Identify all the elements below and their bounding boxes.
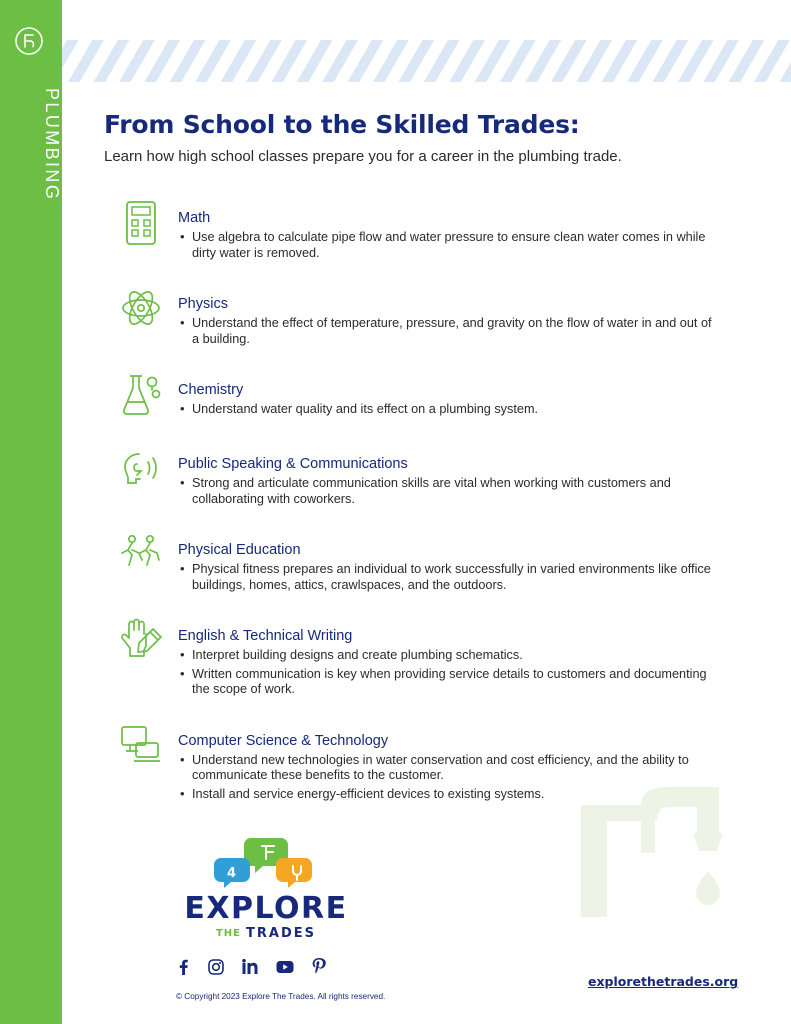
logo-the: THE	[215, 928, 242, 939]
speaking-head-icon	[104, 442, 178, 492]
subject-bullets	[178, 316, 724, 347]
subject-bullets	[178, 230, 724, 261]
subject-bullets	[178, 562, 724, 593]
bullet: • Written communication is key when providing service details to customers and documenting the scope of work.	[178, 667, 718, 698]
instagram-icon[interactable]	[208, 959, 224, 975]
copyright-text: © Copyright 2023 Explore The Trades. All rights reserved.	[176, 992, 386, 1001]
subject-item-english	[104, 614, 724, 701]
logo-bubbles-icon	[176, 836, 356, 894]
runners-icon	[104, 528, 178, 578]
subject-list	[104, 196, 724, 823]
youtube-icon[interactable]	[276, 960, 294, 974]
subject-bullets	[178, 402, 724, 418]
svg-text:4: 4	[227, 866, 237, 881]
subject-name: Public Speaking & Communications	[178, 456, 408, 472]
subject-name: Chemistry	[178, 382, 244, 398]
subject-bullets	[178, 753, 724, 803]
bullet: • Physical fitness prepares an individual to work successfully in varied environments like office buildings, homes, attics, crawlspaces, and the outdoors.	[178, 562, 718, 593]
page-title: From School to the Skilled Trades:	[104, 110, 580, 139]
bullet: • Use algebra to calculate pipe flow and water pressure to ensure clean water comes in while dirty water is removed.	[178, 230, 718, 261]
hand-writing-icon	[104, 614, 178, 666]
side-rail	[0, 0, 62, 1024]
subject-name: Math	[178, 210, 211, 226]
bullet: • Interpret building designs and create plumbing schematics.	[178, 648, 718, 664]
bullet: • Understand the effect of temperature, pressure, and gravity on the flow of water in and out of a building.	[178, 316, 718, 347]
pinterest-icon[interactable]	[312, 958, 326, 975]
calculator-icon	[104, 196, 178, 248]
subject-bullets	[178, 648, 724, 698]
brand-logo-lockup	[176, 836, 356, 941]
logo-trades: TRADES	[246, 926, 316, 941]
subject-name: Computer Science & Technology	[178, 732, 389, 749]
subject-item-chemistry	[104, 368, 724, 424]
beaker-icon	[104, 368, 178, 420]
subject-name: Physics	[178, 296, 228, 312]
subject-bullets	[178, 476, 724, 507]
facebook-icon[interactable]	[176, 959, 190, 975]
bullet: • Install and service energy-efficient devices to existing systems.	[178, 787, 718, 803]
subject-item-computer-science	[104, 719, 724, 806]
website-link[interactable]: explorethetrades.org	[588, 974, 739, 989]
computer-icon	[104, 719, 178, 769]
bullet: • Strong and articulate communication skills are vital when working with customers and collaborating with coworkers.	[178, 476, 718, 507]
brand-mark-icon	[14, 26, 44, 56]
social-links	[176, 958, 326, 975]
bullet: • Understand new technologies in water conservation and cost efficiency, and the ability to communicate these benefits to the customer.	[178, 753, 718, 784]
bullet: • Understand water quality and its effect on a plumbing system.	[178, 402, 718, 418]
atom-icon	[104, 282, 178, 332]
subject-name: English & Technical Writing	[178, 628, 353, 644]
linkedin-icon[interactable]	[242, 959, 258, 975]
subject-item-physical-education	[104, 528, 724, 596]
decorative-stripe-banner	[62, 40, 791, 82]
logo-word: EXPLORE	[184, 891, 348, 926]
subject-item-physics	[104, 282, 724, 350]
page-subtitle: Learn how high school classes prepare you for a career in the plumbing trade.	[104, 148, 622, 165]
subject-name: Physical Education	[178, 542, 301, 558]
subject-item-math	[104, 196, 724, 264]
rail-trade-label: PLUMBING	[42, 88, 62, 202]
subject-item-public-speaking	[104, 442, 724, 510]
